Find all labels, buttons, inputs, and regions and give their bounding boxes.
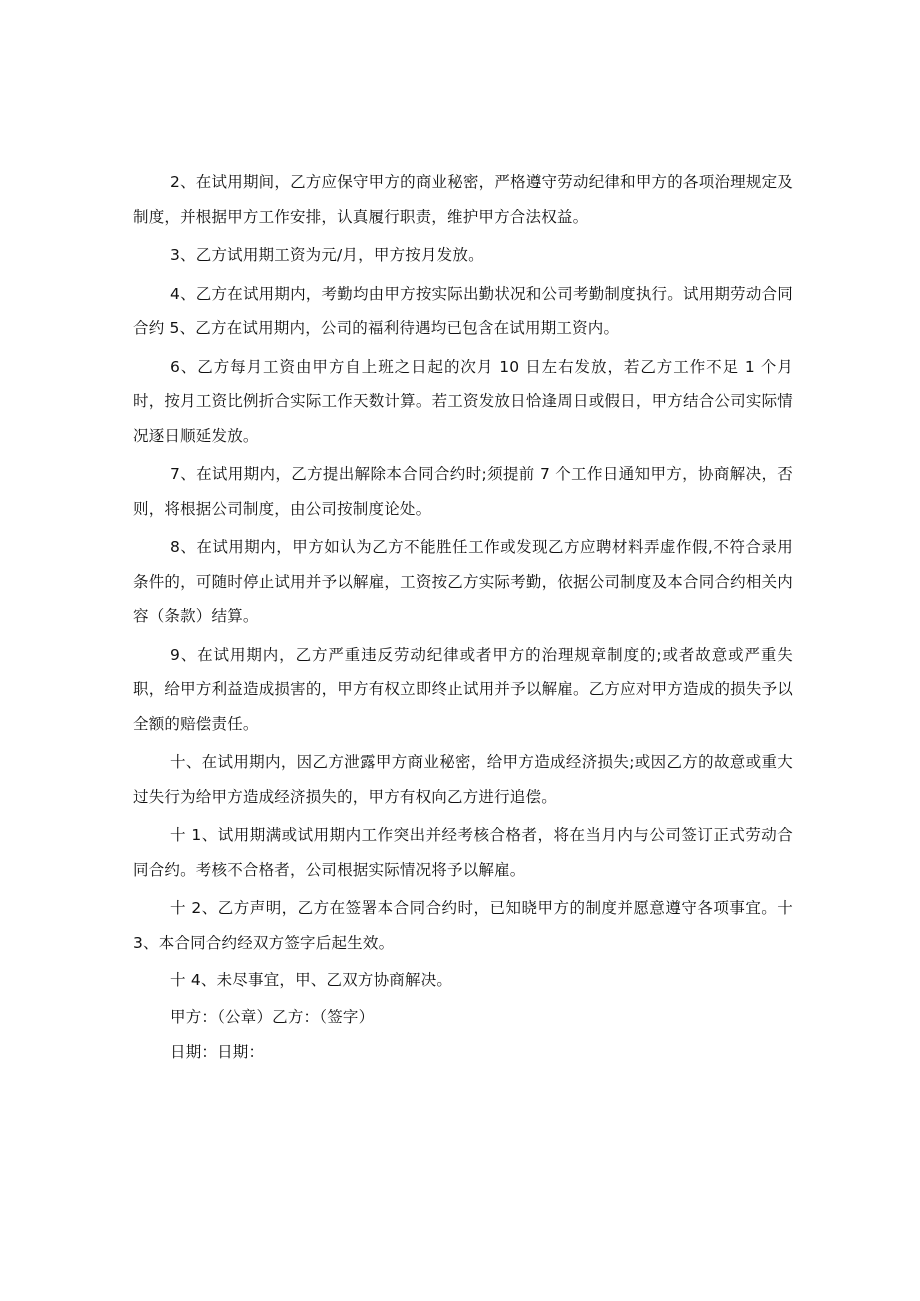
clause-10: 十、在试用期内，因乙方泄露甲方商业秘密，给甲方造成经济损失;或因乙方的故意或重大过失行为给甲方造成经济损失的，甲方有权向乙方进行追偿。	[133, 753, 793, 806]
signature-line: 甲方：（公章）乙方：（签字）	[170, 1008, 375, 1026]
clause-6: 6、乙方每月工资由甲方自上班之日起的次月 10 日左右发放，若乙方工作不足 1 个月时，按月工资比例折合实际工作天数计算。若工资发放日恰逢周日或假日，甲方结合公司实际情况逐日顺延发放。	[133, 357, 793, 445]
clause-4-5: 4、乙方在试用期内，考勤均由甲方按实际出勤状况和公司考勤制度执行。试用期劳动合同合约 5、乙方在试用期内，公司的福利待遇均已包含在试用期工资内。	[133, 284, 793, 337]
date-line: 日期：日期：	[170, 1043, 265, 1061]
clause-3: 3、乙方试用期工资为元/月，甲方按月发放。	[170, 246, 484, 264]
clause-2: 2、在试用期间，乙方应保守甲方的商业秘密，严格遵守劳动纪律和甲方的各项治理规定及制度，并根据甲方工作安排，认真履行职责，维护甲方合法权益。	[133, 173, 793, 226]
clause-11: 十 1、试用期满或试用期内工作突出并经考核合格者，将在当月内与公司签订正式劳动合同合约。考核不合格者，公司根据实际情况将予以解雇。	[133, 826, 793, 879]
clause-12-13: 十 2、乙方声明，乙方在签署本合同合约时，已知晓甲方的制度并愿意遵守各项事宜。十 3、本合同合约经双方签字后起生效。	[133, 899, 793, 952]
clause-14: 十 4、未尽事宜，甲、乙双方协商解决。	[170, 971, 453, 989]
clause-8: 8、在试用期内，甲方如认为乙方不能胜任工作或发现乙方应聘材料弄虚作假,不符合录用条件的，可随时停止试用并予以解雇，工资按乙方实际考勤，依据公司制度及本合同合约相关内容（条款）结算。	[133, 538, 793, 625]
contract-body	[133, 165, 793, 1070]
clause-9: 9、在试用期内，乙方严重违反劳动纪律或者甲方的治理规章制度的;或者故意或严重失职，给甲方利益造成损害的，甲方有权立即终止试用并予以解雇。乙方应对甲方造成的损失予以全额的赔偿责任。	[133, 645, 793, 733]
clause-7: 7、在试用期内，乙方提出解除本合同合约时;须提前 7 个工作日通知甲方，协商解决，否则，将根据公司制度，由公司按制度论处。	[133, 465, 793, 518]
